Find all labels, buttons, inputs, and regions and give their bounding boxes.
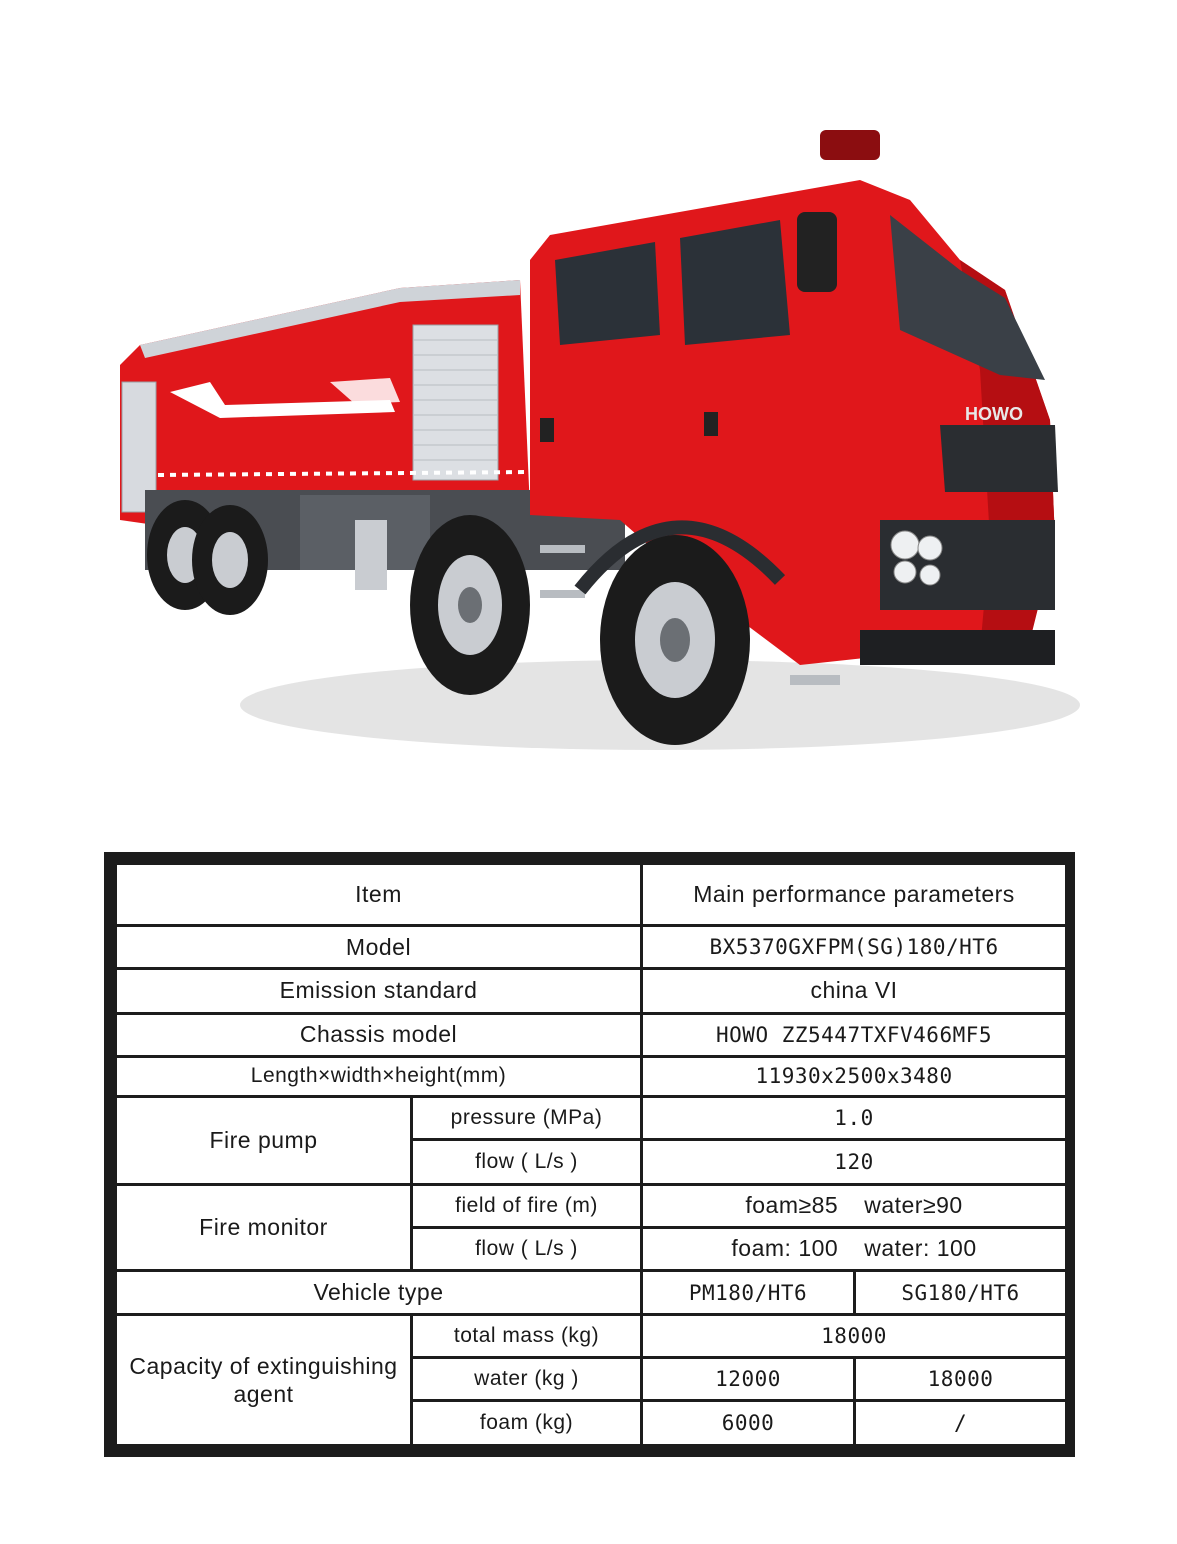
capacity-water-label: water (kg ) (412, 1358, 642, 1401)
monitor-field-label: field of fire (m) (412, 1185, 642, 1228)
capacity-water-pm: 12000 (642, 1358, 855, 1401)
wheel-front-1 (410, 515, 530, 695)
monitor-field-foam: foam≥85 (745, 1192, 839, 1219)
pump-flow-label: flow ( L/s ) (412, 1140, 642, 1185)
pump-flow-value: 120 (642, 1140, 1067, 1185)
table-row (116, 968, 1067, 1013)
table-row (116, 1315, 1067, 1358)
wheel-rear-2 (192, 505, 268, 615)
headlight-4 (920, 565, 940, 585)
cab-rear-window (555, 242, 660, 345)
vehicle-type-sg: SG180/HT6 (855, 1270, 1067, 1315)
cab-step-2 (540, 590, 585, 598)
door-handle-rear (540, 418, 554, 442)
dimensions-value: 11930x2500x3480 (642, 1056, 1067, 1097)
table-row (116, 1097, 1067, 1140)
spec-table-frame (104, 852, 1075, 1457)
headlight-1 (891, 531, 919, 559)
header-params: Main performance parameters (642, 864, 1067, 926)
chassis-label: Chassis model (116, 1013, 642, 1056)
table-row (116, 1185, 1067, 1228)
chassis-value: HOWO ZZ5447TXFV466MF5 (642, 1013, 1067, 1056)
side-roller-shutter (413, 325, 498, 480)
cab-step-1 (540, 545, 585, 553)
spec-table (114, 862, 1068, 1447)
capacity-total-value: 18000 (642, 1315, 1067, 1358)
capacity-foam-label: foam (kg) (412, 1401, 642, 1446)
monitor-flow-value (642, 1227, 1067, 1270)
monitor-flow-foam: foam: 100 (731, 1235, 839, 1262)
model-value: BX5370GXFPM(SG)180/HT6 (642, 926, 1067, 969)
wheel-front-2 (600, 535, 750, 745)
side-mirror (797, 212, 837, 292)
model-label: Model (116, 926, 642, 969)
capacity-foam-sg: / (855, 1401, 1067, 1446)
pump-pressure-label: pressure (MPa) (412, 1097, 642, 1140)
side-step-plate (355, 520, 387, 590)
table-row (116, 926, 1067, 969)
front-grille (940, 425, 1058, 492)
pump-pressure-value: 1.0 (642, 1097, 1067, 1140)
header-item: Item (116, 864, 642, 926)
lower-bumper (860, 630, 1055, 665)
capacity-label: Capacity of extinguishing agent (116, 1315, 412, 1446)
table-row (116, 864, 1067, 926)
monitor-flow-water: water: 100 (864, 1235, 977, 1262)
cab-front-side-window (680, 220, 790, 345)
capacity-foam-pm: 6000 (642, 1401, 855, 1446)
vehicle-type-label: Vehicle type (116, 1270, 642, 1315)
table-row (116, 1056, 1067, 1097)
roof-beacon (820, 130, 880, 160)
table-row (116, 1270, 1067, 1315)
vehicle-type-pm: PM180/HT6 (642, 1270, 855, 1315)
fire-monitor-label: Fire monitor (116, 1185, 412, 1271)
fire-pump-label: Fire pump (116, 1097, 412, 1185)
dimensions-label: Length×width×height(mm) (116, 1056, 642, 1097)
table-row (116, 1013, 1067, 1056)
monitor-field-value (642, 1185, 1067, 1228)
cab-step-3 (790, 675, 840, 685)
emission-value: china VI (642, 968, 1067, 1013)
capacity-water-sg: 18000 (855, 1358, 1067, 1401)
emission-label: Emission standard (116, 968, 642, 1013)
headlight-2 (918, 536, 942, 560)
monitor-field-water: water≥90 (864, 1192, 963, 1219)
capacity-total-label: total mass (kg) (412, 1315, 642, 1358)
howo-badge: HOWO (965, 404, 1023, 424)
door-handle-front (704, 412, 718, 436)
monitor-flow-label: flow ( L/s ) (412, 1227, 642, 1270)
fire-truck-image (100, 120, 1080, 770)
headlight-3 (894, 561, 916, 583)
